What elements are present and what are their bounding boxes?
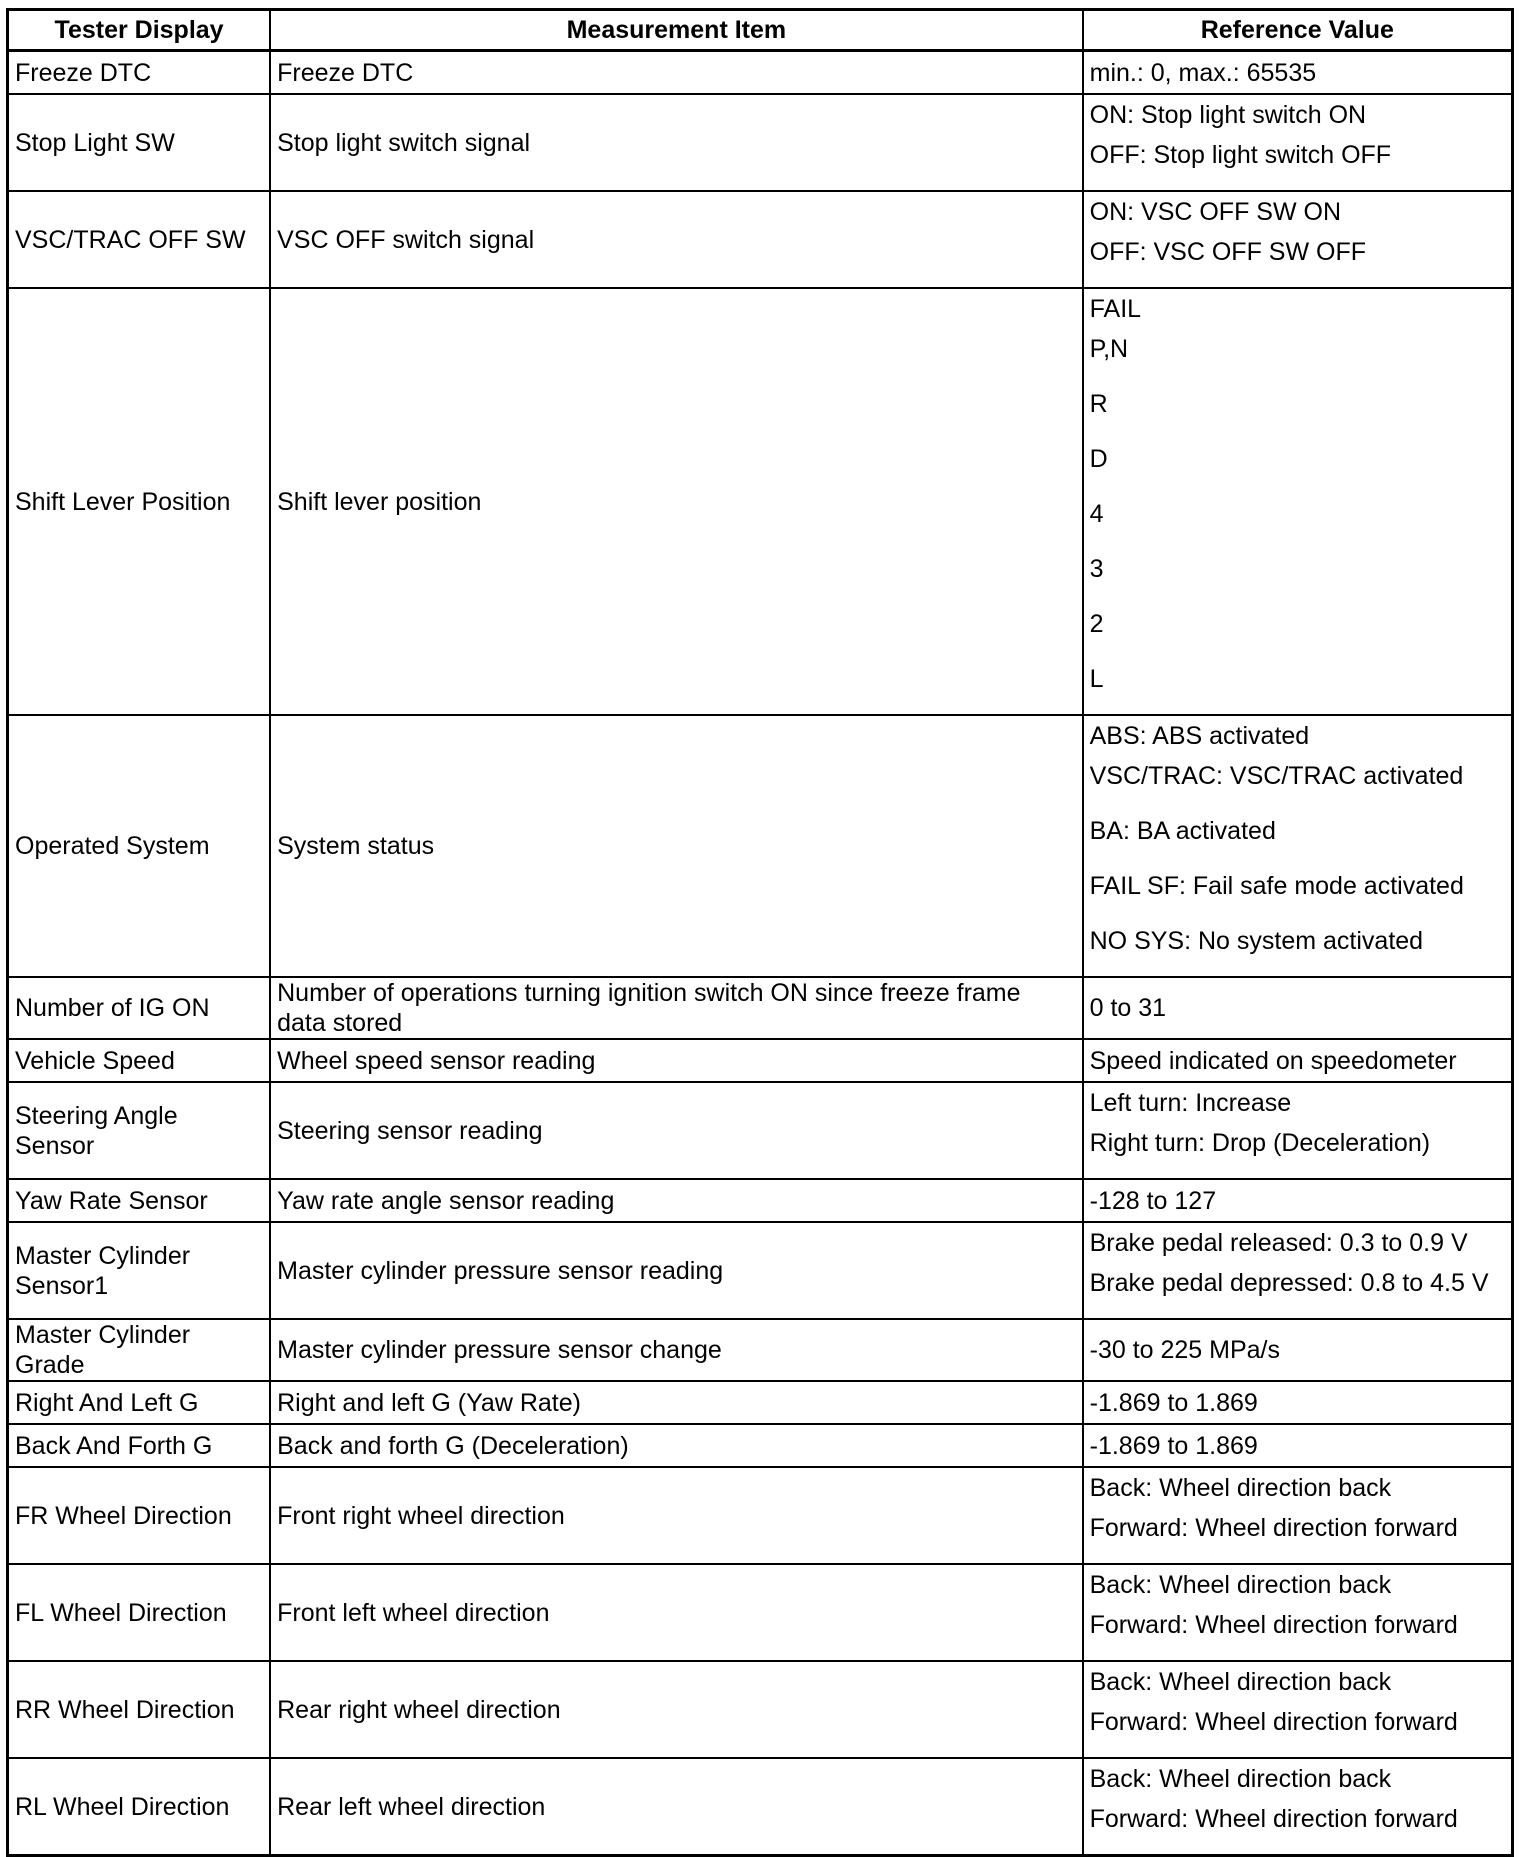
header-tester-display: Tester Display	[8, 10, 271, 51]
table-row	[8, 1564, 1513, 1661]
reference-value-line: FAIL	[1089, 295, 1142, 323]
reference-value-cell	[1083, 1319, 1513, 1381]
table-row	[8, 1222, 1513, 1319]
measurement-item-cell: Shift lever position	[270, 288, 1083, 715]
tester-display-cell: Operated System	[8, 715, 271, 977]
reference-value-line: ON: Stop light switch ON	[1089, 101, 1367, 129]
table-row	[8, 1039, 1513, 1082]
tester-display-cell: Freeze DTC	[8, 51, 271, 95]
reference-value-line: 4	[1089, 500, 1104, 528]
reference-value-line: Back: Wheel direction back	[1089, 1668, 1392, 1696]
tester-display-cell: Master Cylinder Grade	[8, 1319, 271, 1381]
reference-value-line: FAIL SF: Fail safe mode activated	[1089, 872, 1464, 900]
table-row	[8, 1467, 1513, 1564]
reference-value-cell	[1083, 715, 1513, 977]
table-row	[8, 1381, 1513, 1424]
reference-value-cell	[1083, 51, 1513, 95]
reference-value-line: OFF: VSC OFF SW OFF	[1089, 238, 1366, 266]
reference-value-line: Left turn: Increase	[1089, 1089, 1292, 1117]
reference-value-cell	[1083, 1082, 1513, 1179]
reference-value-cell	[1083, 1179, 1513, 1222]
reference-value-cell	[1083, 1758, 1513, 1856]
measurement-item-cell: Freeze DTC	[270, 51, 1083, 95]
measurement-item-cell: Front left wheel direction	[270, 1564, 1083, 1661]
reference-value-line: BA: BA activated	[1089, 817, 1276, 845]
reference-value-line: Forward: Wheel direction forward	[1089, 1611, 1458, 1639]
table-row	[8, 191, 1513, 288]
table-row	[8, 1424, 1513, 1467]
reference-value-line: Forward: Wheel direction forward	[1089, 1805, 1458, 1833]
reference-value-cell	[1083, 1467, 1513, 1564]
reference-value-cell	[1083, 1564, 1513, 1661]
reference-value-line: -1.869 to 1.869	[1089, 1388, 1258, 1417]
table-row	[8, 51, 1513, 95]
reference-value-cell	[1083, 288, 1513, 715]
reference-value-cell	[1083, 94, 1513, 191]
reference-value-line: ABS: ABS activated	[1089, 722, 1310, 750]
tester-display-cell: RL Wheel Direction	[8, 1758, 271, 1856]
measurement-item-cell: Steering sensor reading	[270, 1082, 1083, 1179]
reference-value-line: P,N	[1089, 335, 1129, 363]
measurement-item-cell: Yaw rate angle sensor reading	[270, 1179, 1083, 1222]
tester-display-cell: RR Wheel Direction	[8, 1661, 271, 1758]
tester-display-cell: Number of IG ON	[8, 977, 271, 1039]
measurement-item-cell: Number of operations turning ignition switch ON since freeze frame data stored	[270, 977, 1083, 1039]
reference-value-cell	[1083, 1661, 1513, 1758]
table-row	[8, 288, 1513, 715]
reference-value-line: 3	[1089, 555, 1104, 583]
reference-value-line: Brake pedal depressed: 0.8 to 4.5 V	[1089, 1269, 1489, 1297]
reference-value-line: -30 to 225 MPa/s	[1089, 1336, 1281, 1364]
reference-value-line: -128 to 127	[1089, 1186, 1217, 1215]
table-body	[8, 51, 1513, 1856]
reference-value-cell	[1083, 1039, 1513, 1082]
reference-value-cell	[1083, 1222, 1513, 1319]
reference-value-line: Brake pedal released: 0.3 to 0.9 V	[1089, 1229, 1468, 1257]
reference-value-line: 2	[1089, 610, 1104, 638]
table-header-row	[8, 10, 1513, 51]
tester-display-cell: Yaw Rate Sensor	[8, 1179, 271, 1222]
reference-value-line: NO SYS: No system activated	[1089, 927, 1424, 955]
measurement-item-cell: Back and forth G (Deceleration)	[270, 1424, 1083, 1467]
table-row	[8, 94, 1513, 191]
reference-value-line: Right turn: Drop (Deceleration)	[1089, 1129, 1431, 1157]
reference-value-cell	[1083, 1424, 1513, 1467]
reference-value-line: VSC/TRAC: VSC/TRAC activated	[1089, 762, 1464, 790]
reference-value-line: ON: VSC OFF SW ON	[1089, 198, 1342, 226]
tester-display-cell: Right And Left G	[8, 1381, 271, 1424]
measurement-item-cell: Stop light switch signal	[270, 94, 1083, 191]
measurement-item-cell: VSC OFF switch signal	[270, 191, 1083, 288]
measurement-item-cell: Rear right wheel direction	[270, 1661, 1083, 1758]
header-measurement-item: Measurement Item	[270, 10, 1083, 51]
table-row	[8, 977, 1513, 1039]
reference-value-line: OFF: Stop light switch OFF	[1089, 141, 1392, 169]
table-row	[8, 1082, 1513, 1179]
table-row	[8, 1319, 1513, 1381]
reference-value-line: Back: Wheel direction back	[1089, 1474, 1392, 1502]
reference-value-line: D	[1089, 445, 1108, 473]
tester-display-cell: FL Wheel Direction	[8, 1564, 271, 1661]
reference-value-line: L	[1089, 665, 1104, 693]
measurement-item-cell: System status	[270, 715, 1083, 977]
table-row	[8, 1179, 1513, 1222]
table-row	[8, 1758, 1513, 1856]
reference-value-line: Back: Wheel direction back	[1089, 1571, 1392, 1599]
tester-display-cell: Master Cylinder Sensor1	[8, 1222, 271, 1319]
tester-display-cell: Back And Forth G	[8, 1424, 271, 1467]
reference-value-line: R	[1089, 390, 1108, 418]
tester-display-cell: Vehicle Speed	[8, 1039, 271, 1082]
reference-value-cell	[1083, 977, 1513, 1039]
reference-value-line: 0 to 31	[1089, 994, 1167, 1022]
table-row	[8, 715, 1513, 977]
reference-value-line: Forward: Wheel direction forward	[1089, 1514, 1458, 1542]
table-row	[8, 1661, 1513, 1758]
tester-display-cell: Steering Angle Sensor	[8, 1082, 271, 1179]
header-reference-value: Reference Value	[1083, 10, 1513, 51]
reference-value-cell	[1083, 191, 1513, 288]
reference-value-line: Back: Wheel direction back	[1089, 1765, 1392, 1793]
reference-value-line: Forward: Wheel direction forward	[1089, 1708, 1458, 1736]
reference-value-line: -1.869 to 1.869	[1089, 1431, 1258, 1460]
reference-value-line: Speed indicated on speedometer	[1089, 1046, 1457, 1075]
tester-display-cell: Shift Lever Position	[8, 288, 271, 715]
tester-display-cell: FR Wheel Direction	[8, 1467, 271, 1564]
measurement-item-cell: Master cylinder pressure sensor change	[270, 1319, 1083, 1381]
reference-value-line: min.: 0, max.: 65535	[1089, 58, 1317, 87]
measurement-item-cell: Wheel speed sensor reading	[270, 1039, 1083, 1082]
measurement-item-cell: Right and left G (Yaw Rate)	[270, 1381, 1083, 1424]
tester-display-cell: VSC/TRAC OFF SW	[8, 191, 271, 288]
measurement-item-cell: Master cylinder pressure sensor reading	[270, 1222, 1083, 1319]
data-list-table	[6, 8, 1514, 1857]
reference-value-cell	[1083, 1381, 1513, 1424]
tester-display-cell: Stop Light SW	[8, 94, 271, 191]
measurement-item-cell: Front right wheel direction	[270, 1467, 1083, 1564]
measurement-item-cell: Rear left wheel direction	[270, 1758, 1083, 1856]
